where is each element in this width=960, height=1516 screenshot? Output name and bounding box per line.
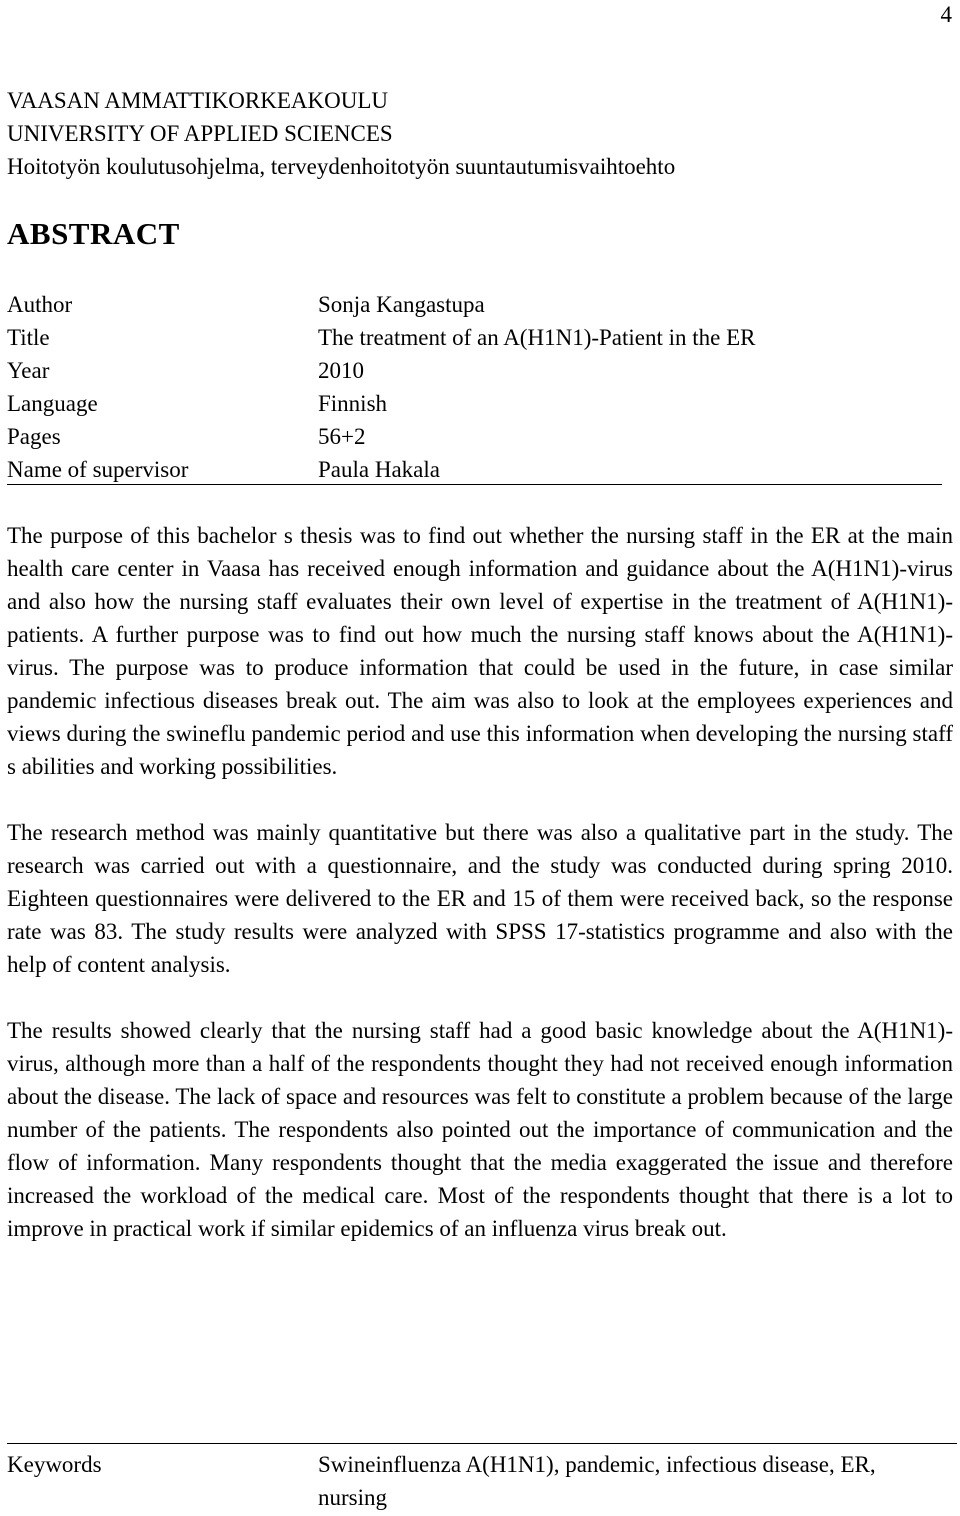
- meta-label: Title: [7, 325, 50, 350]
- meta-row-year: [7, 354, 942, 387]
- meta-label: Language: [7, 391, 98, 416]
- abstract-paragraph-results: The results showed clearly that the nursing staff had a good basic knowledge about the A(H1N1)-virus, although more than a half of the respondents thought they had not received enough information about the disease. The lack of space and resources was felt to constitute a problem because of the large number of the patients. The respondents also pointed out the importance of communication and the flow of information. Many respondents thought that the media exaggerated the issue and therefore increased the workload of the medical care. Most of the respondents thought that there is a lot to improve in practical work if similar epidemics of an influenza virus break out.: [7, 1018, 953, 1241]
- keywords-divider: [7, 1443, 957, 1444]
- abstract-paragraph-purpose: The purpose of this bachelor s thesis was to find out whether the nursing staff in the ER at the main health care center in Vaasa has received enough information and guidance about the A(H1N1)-virus and also how the nursing staff evaluates their own level of expertise in the treatment of A(H1N1)-patients. A further purpose was to find out how much the nursing staff knows about the A(H1N1)-virus. The purpose was to produce information that could be used in the future, in case similar pandemic infectious diseases break out. The aim was also to look at the employees experiences and views during the swineflu pandemic period and use this information when developing the nursing staff s abilities and working possibilities.: [7, 523, 953, 779]
- meta-label: Name of supervisor: [7, 457, 189, 482]
- degree-programme: Hoitotyön koulutusohjelma, terveydenhoitotyön suuntautumisvaihtoehto: [7, 154, 676, 179]
- meta-value: Finnish: [318, 391, 388, 416]
- metadata-divider: [7, 484, 942, 485]
- meta-label: Year: [7, 358, 50, 383]
- meta-label: Pages: [7, 424, 61, 449]
- keywords-value: Swineinfluenza A(H1N1), pandemic, infectious disease, ER, nursing: [318, 1452, 876, 1510]
- meta-value: The treatment of an A(H1N1)-Patient in the ER: [318, 325, 756, 350]
- meta-row-language: [7, 387, 942, 420]
- page-number: 4: [940, 2, 952, 27]
- keywords-label: Keywords: [7, 1452, 102, 1477]
- meta-value: Paula Hakala: [318, 457, 440, 482]
- meta-label: Author: [7, 292, 73, 317]
- meta-row-supervisor: [7, 453, 942, 486]
- thesis-metadata: [7, 288, 942, 486]
- meta-value: Sonja Kangastupa: [318, 292, 485, 317]
- meta-row-title: [7, 321, 942, 354]
- abstract-heading: ABSTRACT: [7, 216, 180, 251]
- meta-row-author: [7, 288, 942, 321]
- meta-row-pages: [7, 420, 942, 453]
- institution-header: [7, 84, 675, 183]
- meta-value: 2010: [318, 358, 364, 383]
- abstract-paragraph-method: The research method was mainly quantitative but there was also a qualitative part in the study. The research was carried out with a questionnaire, and the study was conducted during spring 2010. Eighteen questionnaires were delivered to the ER and 15 of them were received back, so the response rate was 83. The study results were analyzed with SPSS 17-statistics programme and also with the help of content analysis.: [7, 820, 953, 977]
- abstract-body: [7, 519, 953, 1278]
- meta-value: 56+2: [318, 424, 366, 449]
- institution-name-english: UNIVERSITY OF APPLIED SCIENCES: [7, 121, 393, 146]
- institution-name-finnish: VAASAN AMMATTIKORKEAKOULU: [7, 88, 389, 113]
